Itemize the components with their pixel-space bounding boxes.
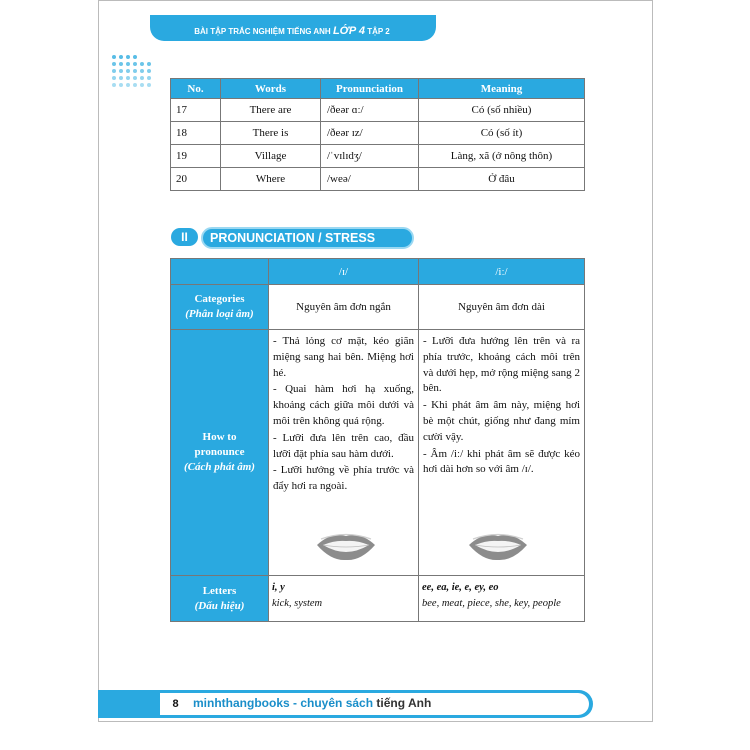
decorative-dot	[140, 76, 144, 80]
section-title: PRONUNCIATION / STRESS	[201, 227, 414, 249]
decorative-dot	[133, 76, 137, 80]
sound-long-i: /iː/	[419, 259, 585, 285]
row-word: Where	[221, 168, 321, 191]
pronunciation-table	[170, 258, 585, 622]
decorative-dot	[147, 62, 151, 66]
page-number: 8	[167, 695, 184, 714]
how-short-step: - Thả lỏng cơ mặt, kéo giãn miệng sang hai bên. Miệng hơi hé.	[273, 335, 414, 379]
row-word: There are	[221, 99, 321, 122]
header-title-small: BÀI TẬP TRẮC NGHIỆM TIẾNG ANH	[194, 27, 331, 36]
how-short-step: - Lưỡi hướng về phía trước và đẩy hơi ra ngoài.	[273, 464, 414, 493]
row-pronunciation: /ðeər ɑː/	[321, 99, 419, 122]
letters-short-spelling: i, y	[272, 582, 285, 593]
decorative-dot	[119, 83, 123, 87]
decorative-dot	[147, 83, 151, 87]
vocabulary-header-row	[171, 79, 585, 99]
decorative-dot	[112, 76, 116, 80]
row-pronunciation: /weə/	[321, 168, 419, 191]
decorative-dot	[119, 62, 123, 66]
decorative-dot	[147, 69, 151, 73]
row-no: 17	[171, 99, 221, 122]
decorative-dot	[133, 55, 137, 59]
how-label-en-1: How to	[202, 431, 237, 443]
header-title	[172, 25, 412, 37]
footer-brand: minhthangbooks	[193, 696, 290, 710]
vocabulary-table	[170, 78, 585, 191]
how-label-vi: (Cách phát âm)	[184, 461, 255, 473]
decorative-dots	[112, 55, 154, 95]
table-row	[171, 145, 585, 168]
decorative-dot	[133, 69, 137, 73]
smiling-mouth-icon	[467, 530, 529, 562]
decorative-dot	[133, 83, 137, 87]
decorative-dot	[147, 76, 151, 80]
letters-long	[419, 576, 585, 622]
section-number: II	[171, 228, 198, 246]
row-no: 19	[171, 145, 221, 168]
row-meaning: Ở đâu	[419, 168, 585, 191]
letters-short	[269, 576, 419, 622]
footer-separator: -	[289, 696, 301, 710]
decorative-dot	[119, 55, 123, 59]
col-no: No.	[171, 79, 221, 99]
letters-label-en: Letters	[202, 584, 237, 597]
decorative-dot	[119, 69, 123, 73]
row-meaning: Có (số nhiều)	[419, 99, 585, 122]
sound-short-i: /ɪ/	[269, 259, 419, 285]
letters-label	[171, 576, 269, 622]
category-short: Nguyên âm đơn ngắn	[269, 285, 419, 330]
how-label-en-2: pronounce	[194, 446, 245, 458]
row-pronunciation: /ˈvɪlɪdʒ/	[321, 145, 419, 168]
smiling-mouth-icon	[315, 530, 377, 562]
categories-label-vi: (Phân loại âm)	[185, 308, 254, 320]
categories-row	[171, 285, 585, 330]
sound-header-row	[171, 259, 585, 285]
col-words: Words	[221, 79, 321, 99]
header-empty-cell	[171, 259, 269, 285]
header-title-volume: TẬP 2	[367, 27, 390, 36]
how-short-step: - Quai hàm hơi hạ xuống, khoảng cách giữa môi dưới và môi trên không quá rộng.	[273, 383, 414, 427]
decorative-dot	[140, 69, 144, 73]
how-short-step: - Lưỡi đưa lên trên cao, đầu lưỡi đặt phía sau hàm dưới.	[273, 431, 414, 460]
row-pronunciation: /ðeər ɪz/	[321, 122, 419, 145]
letters-row	[171, 576, 585, 622]
decorative-dot	[126, 62, 130, 66]
table-row	[171, 99, 585, 122]
letters-long-examples: bee, meat, piece, she, key, people	[422, 598, 561, 609]
categories-label-en: Categories	[194, 293, 245, 305]
table-row	[171, 122, 585, 145]
how-long-step: - Khi phát âm âm này, miệng hơi bè một chút, giống như đang mỉm cười vậy.	[423, 399, 580, 443]
header-title-grade: LỚP 4	[332, 25, 365, 37]
row-meaning: Làng, xã (ở nông thôn)	[419, 145, 585, 168]
col-meaning: Meaning	[419, 79, 585, 99]
row-word: Village	[221, 145, 321, 168]
table-row	[171, 168, 585, 191]
letters-short-examples: kick, system	[272, 598, 323, 609]
footer-tagline: chuyên sách	[300, 696, 374, 710]
decorative-dot	[112, 62, 116, 66]
col-pronunciation: Pronunciation	[321, 79, 419, 99]
decorative-dot	[126, 55, 130, 59]
decorative-dot	[133, 62, 137, 66]
row-no: 18	[171, 122, 221, 145]
how-long-step: - Lưỡi đưa hướng lên trên và ra phía trước, khoảng cách môi trên và dưới hẹp, mở rộng miệng sang 2 bên.	[423, 335, 580, 395]
category-long: Nguyên âm đơn dài	[419, 285, 585, 330]
decorative-dot	[112, 83, 116, 87]
decorative-dot	[112, 55, 116, 59]
decorative-dot	[126, 76, 130, 80]
decorative-dot	[119, 76, 123, 80]
decorative-dot	[126, 83, 130, 87]
decorative-dot	[140, 62, 144, 66]
footer-tagline-dark: tiếng Anh	[376, 696, 432, 710]
row-word: There is	[221, 122, 321, 145]
decorative-dot	[140, 83, 144, 87]
row-meaning: Có (số ít)	[419, 122, 585, 145]
footer-brand-line	[193, 696, 431, 710]
categories-label	[171, 285, 269, 330]
letters-long-spelling: ee, ea, ie, e, ey, eo	[422, 582, 499, 593]
how-long-step: - Âm /iː/ khi phát âm sẽ được kéo hơi dài hơn so với âm /ɪ/.	[423, 447, 580, 476]
row-no: 20	[171, 168, 221, 191]
how-label	[171, 330, 269, 576]
decorative-dot	[112, 69, 116, 73]
decorative-dot	[126, 69, 130, 73]
letters-label-vi: (Dấu hiệu)	[194, 599, 245, 612]
